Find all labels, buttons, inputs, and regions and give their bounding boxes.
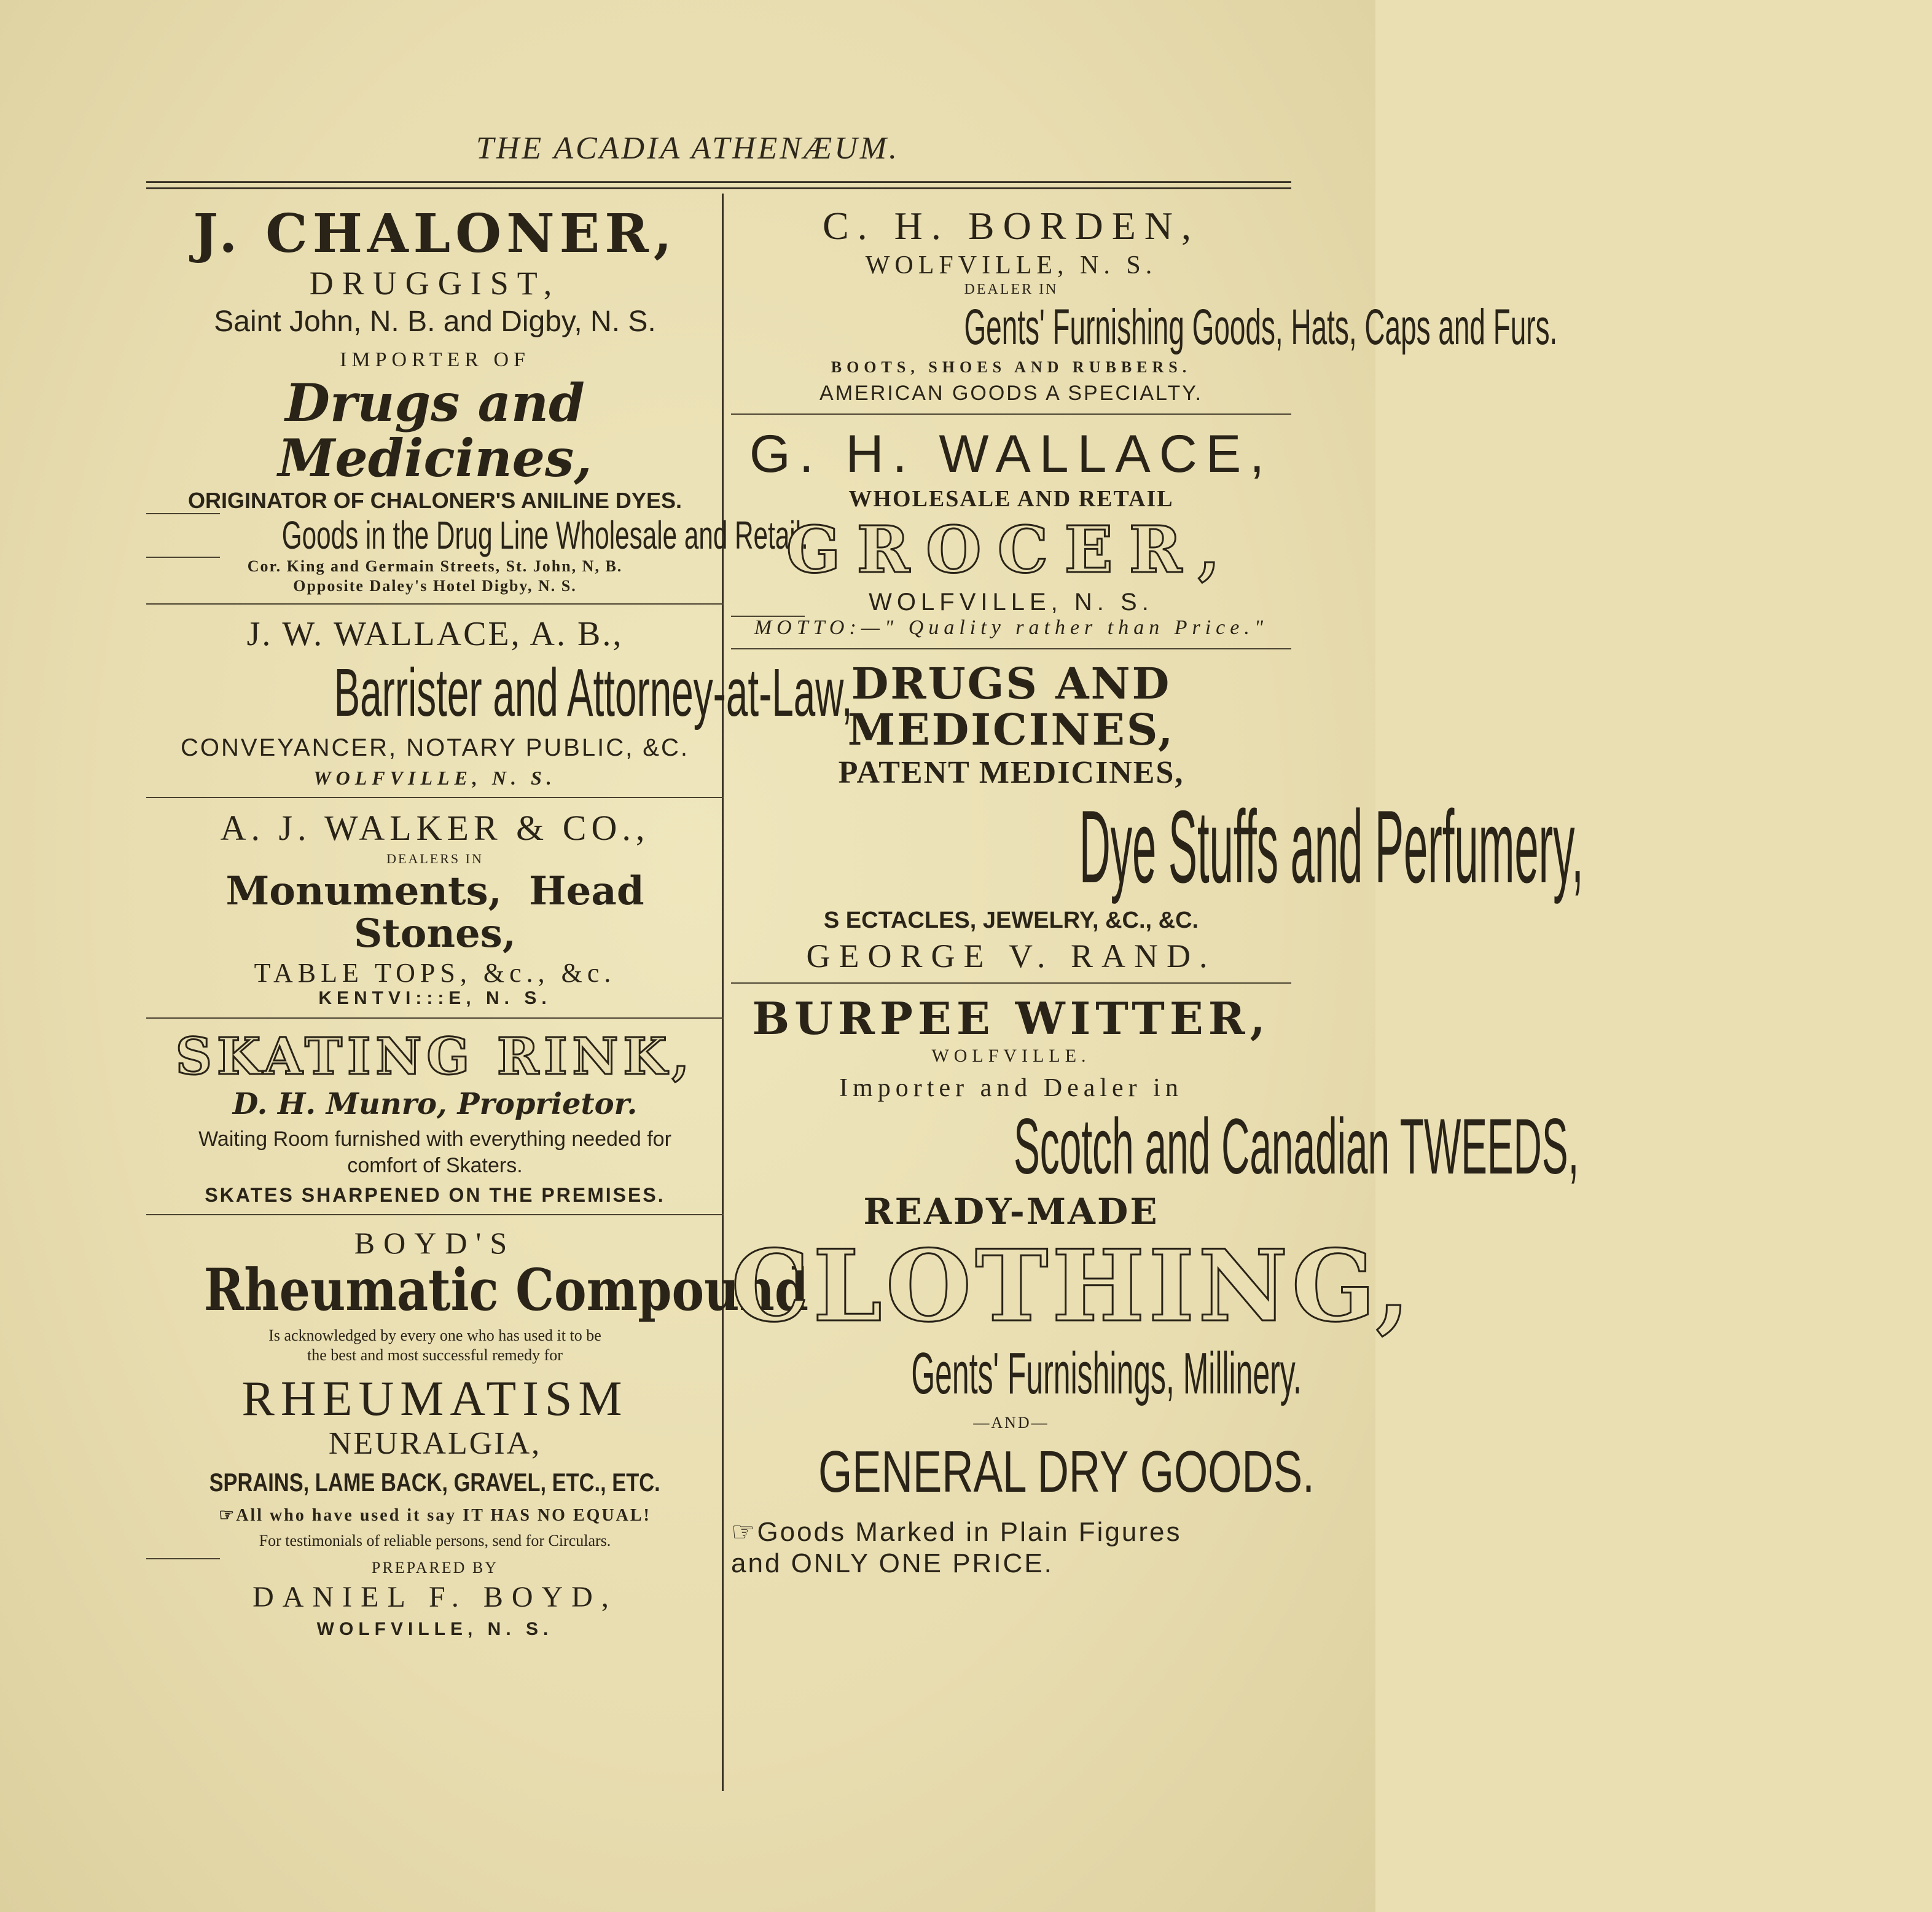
rand-ad <box>731 657 1584 974</box>
boyd-place: WOLFVILLE, N. S. <box>316 1618 553 1639</box>
ghwallace-grocer: GROCER, <box>786 511 1237 587</box>
witter-gents-wrap <box>731 1341 1302 1407</box>
walker-place: KENTVI:::E, N. S. <box>318 988 552 1009</box>
chaloner-goods: Goods in the Drug Line Wholesale and Retail. <box>281 513 808 558</box>
ghwallace-wholesale: WHOLESALE AND RETAIL <box>848 485 1174 512</box>
ghwallace-ad <box>731 426 1291 640</box>
witter-general: GENERAL DRY GOODS. <box>818 1438 1315 1505</box>
rand-dye-wrap <box>731 789 1584 905</box>
borden-name: C. H. BORDEN, <box>822 204 1200 248</box>
boyd-testimonials: For testimonials of reliable persons, send for Circulars. <box>259 1531 611 1550</box>
right-column <box>731 194 1584 1579</box>
boyd-sprains: SPRAINS, LAME BACK, GRAVEL, ETC., ETC. <box>209 1468 661 1497</box>
rink-sharpened: SKATES SHARPENED ON THE PREMISES. <box>205 1183 665 1206</box>
boyd-ad <box>146 1226 809 1639</box>
separator <box>146 603 724 605</box>
separator <box>731 413 1291 415</box>
borden-place: WOLFVILLE, N. S. <box>865 251 1157 280</box>
boyd-rheum: RHEUMATISM <box>241 1371 628 1426</box>
header-rule-bottom <box>146 187 1291 189</box>
chaloner-trade: DRUGGIST, <box>309 264 561 302</box>
walker-tops: TABLE TOPS, &c., &c. <box>254 957 616 988</box>
chaloner-addr1: Cor. King and Germain Streets, St. John, N, B. <box>247 557 623 576</box>
borden-american: AMERICAN GOODS A SPECIALTY. <box>819 382 1203 405</box>
rink-waiting-2: comfort of Skaters. <box>347 1153 523 1177</box>
chaloner-originator: ORIGINATOR OF CHALONER'S ANILINE DYES. <box>188 488 682 514</box>
witter-tweeds-wrap <box>731 1103 1579 1191</box>
jwwallace-name: J. W. WALLACE, A. B., <box>246 615 624 654</box>
witter-marked-1: ☞Goods Marked in Plain Figures <box>731 1516 1182 1547</box>
borden-boots: BOOTS, SHOES AND RUBBERS. <box>831 358 1192 376</box>
witter-name: BURPEE WITTER, <box>752 992 1270 1044</box>
witter-marked-2: and ONLY ONE PRICE. <box>731 1548 1054 1579</box>
rink-waiting-1: Waiting Room furnished with everything needed for <box>198 1127 671 1151</box>
jwwallace-title: Barrister and Attorney-at-Law, <box>334 654 853 731</box>
rand-spectacles: S ECTACLES, JEWELRY, &C., &C. <box>823 907 1199 933</box>
separator <box>146 1214 724 1215</box>
boyd-ack-1: Is acknowledged by every one who has used it to be <box>268 1326 601 1344</box>
boyd-equal: ☞All who have used it say IT HAS NO EQUAL! <box>219 1505 651 1525</box>
borden-goods-wrap <box>731 299 1558 356</box>
jwwallace-ad <box>146 615 853 789</box>
walker-name: A. J. WALKER & CO., <box>220 808 650 848</box>
chaloner-importer: IMPORTER OF <box>340 348 530 372</box>
borden-dealer: DEALER IN <box>964 281 1058 298</box>
rand-name: GEORGE V. RAND. <box>806 937 1216 974</box>
chaloner-goods-wrap <box>146 513 808 558</box>
jwwallace-sub: CONVEYANCER, NOTARY PUBLIC, &C. <box>181 734 689 761</box>
jwwallace-title-wrap <box>146 654 853 731</box>
rand-dye: Dye Stuffs and Perfumery, <box>1079 789 1584 905</box>
witter-gents: Gents' Furnishings, Millinery. <box>911 1341 1302 1407</box>
rink-proprietor: D. H. Munro, Proprietor. <box>232 1087 638 1122</box>
ghwallace-name: G. H. WALLACE, <box>749 424 1273 484</box>
left-column <box>146 194 853 1639</box>
separator <box>731 982 1291 984</box>
chaloner-name: J. CHALONER, <box>193 203 677 265</box>
chaloner-places: Saint John, N. B. and Digby, N. S. <box>214 305 656 339</box>
witter-and: —AND— <box>973 1413 1049 1432</box>
separator <box>731 648 1291 649</box>
rink-ad <box>146 1027 724 1206</box>
boyd-prepared: PREPARED BY <box>371 1559 499 1577</box>
walker-monuments: Monuments, Head Stones, <box>225 868 644 957</box>
rand-patent: PATENT MEDICINES, <box>838 755 1184 791</box>
boyd-compound: Rheumatic Compound <box>203 1256 809 1325</box>
page-header: THE ACADIA ATHENÆUM. <box>475 131 900 166</box>
chaloner-ad <box>146 203 808 595</box>
borden-ad <box>731 204 1558 405</box>
boyd-neuralgia: NEURALGIA, <box>328 1426 542 1462</box>
witter-ready: READY-MADE <box>863 1190 1159 1232</box>
jwwallace-place: WOLFVILLE, N. S. <box>313 766 557 789</box>
chaloner-addr2: Opposite Daley's Hotel Digby, N. S. <box>293 577 577 595</box>
witter-ad <box>731 992 1579 1579</box>
walker-ad <box>146 809 724 1009</box>
witter-place: WOLFVILLE. <box>931 1045 1091 1066</box>
chaloner-drugs: Drugs and Medicines, <box>278 372 592 489</box>
walker-dealers: DEALERS IN <box>386 850 483 866</box>
witter-tweeds: Scotch and Canadian TWEEDS, <box>1014 1103 1579 1191</box>
boyd-compound-wrap <box>146 1256 809 1325</box>
separator <box>146 1017 724 1019</box>
boyd-sprains-wrap <box>146 1468 724 1496</box>
rand-drugs: DRUGS AND MEDICINES, <box>847 657 1175 756</box>
rink-title: SKATING RINK, <box>175 1027 695 1086</box>
ghwallace-place: WOLFVILLE, N. S. <box>869 588 1154 616</box>
ghwallace-motto: MOTTO:—" Quality rather than Price." <box>754 616 1269 640</box>
witter-general-wrap <box>731 1438 1315 1505</box>
boyd-name: BOYD'S <box>354 1226 516 1261</box>
header-rule-top <box>146 181 1291 183</box>
boyd-daniel: DANIEL F. BOYD, <box>252 1581 617 1614</box>
witter-clothing: CLOTHING, <box>731 1228 1414 1344</box>
boyd-ack-2: the best and most successful remedy for <box>307 1346 563 1364</box>
borden-goods: Gents' Furnishing Goods, Hats, Caps and Furs. <box>964 299 1558 356</box>
separator <box>146 797 724 798</box>
witter-importer: Importer and Dealer in <box>839 1074 1183 1103</box>
